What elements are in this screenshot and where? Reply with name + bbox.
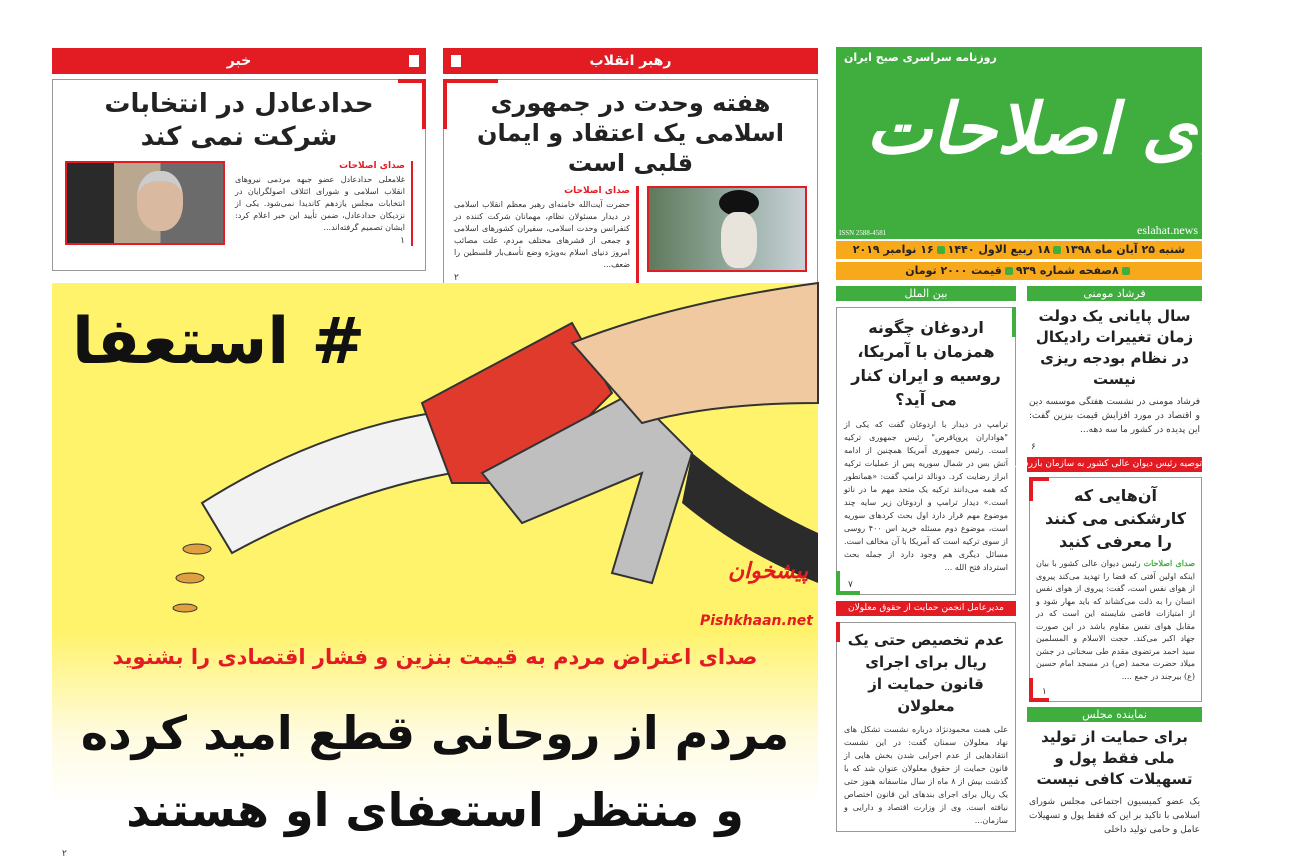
section-bar-news: خبر — [52, 48, 426, 74]
leader-text — [454, 186, 639, 283]
main-story — [52, 283, 818, 863]
page-ref: ۶ — [1031, 442, 1036, 452]
court-box — [1029, 477, 1202, 702]
source: صدای اصلاحات — [339, 161, 405, 171]
masthead — [836, 47, 1312, 239]
news-box — [52, 79, 426, 271]
leader-section — [443, 48, 818, 290]
page-ref: ۱ — [1042, 687, 1047, 697]
main-headline-line2[interactable]: و منتظر استعفای او هستند — [126, 783, 744, 837]
issue-bar: ۸صفحه شماره ۹۳۹قیمت ۲۰۰۰ تومان — [836, 262, 1202, 280]
headline[interactable]: سال پایانی یک دولت زمان تغییرات رادیکال در نظام بودجه ریزی نیست — [1035, 307, 1194, 388]
court-body: رئیس دیوان عالی کشور با بیان اینکه اولین آفتی که قضا را تهدید می‌کند پیروی از هوای نفس است، گفت: پیروی از هوای نفس انسان را به ذلت می‌کشاند که باید مهار شود و از امتیازات قاضی شایسته این است که در مقابل هوای نفس مقاوم باشد در این صورت جهاد اکبر می‌کند. حجت الاسلام و المسلمین سید احمد مرتضوی مقدم طی سخنانی در جشن میلاد حضرت محمد (ص) در مسجد امام حسین (ع) بیرجند در جمع .... — [1036, 559, 1195, 681]
website[interactable]: eslahat.news — [1137, 223, 1198, 237]
date-bar: شنبه ۲۵ آبان ماه ۱۳۹۸۱۸ ربیع الاول ۱۴۴۰۱۶ نوامبر ۲۰۱۹ — [836, 241, 1202, 259]
page-ref: ۱ — [400, 236, 405, 246]
intl-body: ترامپ در دیدار با اردوغان گفت که یکی از "هواداران پروپاقرص" رئیس جمهوری ترکیه است. رئیس جمهوری آمریکا همچنین از ادامه آتش بس در شمال سوریه پس از عملیات ترکیه ابراز رضایت کرد. دونالد ترامپ گفت: «همانطور که همه می‌دانند ترکیه یک متحد مهم ما در ناتو است.» دیدار ترامپ و اردوغان زیر سایه چند موضوع مهم قرار دارد اول بحث کردهای سوریه است، موضوع دوم مسئله خرید اس ۴۰۰ روسی از سوی ترکیه است که آمریکا با آن مخالف است. مسائل دیگری هم وجود دارد از جمله بحث استرداد فتح الله ... — [844, 420, 1009, 572]
watermark: پیشخوان — [728, 559, 809, 584]
intl-box — [836, 307, 1016, 595]
section-bar-production: نماینده مجلس — [1027, 707, 1202, 722]
hashtag-headline: # استعفا — [72, 305, 366, 379]
section-bar-intl: بین الملل — [836, 286, 1016, 301]
disabled-box — [836, 622, 1016, 832]
right-column — [1013, 286, 1202, 837]
source: صدای اصلاحات — [1143, 558, 1195, 568]
leader-body: حضرت آیت‌الله خامنه‌ای رهبر معظم انقلاب اسلامی در دیدار مسئولان نظام، مهمانان شرکت کننده در کنفرانس وحدت اسلامی، سفیران کشورهای اسلامی و جمعی از قشرهای مختلف مردم، علت مصائب امروز دنیای اسلام به‌ویژه وضع تأسف‌بار فلسطین را ضعف... — [454, 200, 630, 269]
news-body: غلامعلی حدادعادل عضو جبهه مردمی نیروهای انقلاب اسلامی و شورای ائتلاف اصولگرایان در انتخابات مجلس یازدهم کاندیدا نمی‌شود. یکی از نزدیکان حدادعادل، ضمن تأیید این خبر اعلام کرد: ایشان تصمیم گرفته‌اند... — [235, 175, 405, 232]
page-ref: ۲ — [62, 849, 67, 859]
photo-haddad-adel — [65, 161, 225, 245]
issn: ISSN 2588-4581 — [839, 229, 887, 237]
headline[interactable]: اردوغان چگونه همزمان با آمریکا، روسیه و ایران کنار می آید؟ — [851, 318, 1001, 409]
middle-column — [836, 286, 1016, 832]
subheadline: صدای اعتراض مردم به قیمت بنزین و فشار اقتصادی را بشنوید — [112, 645, 758, 669]
page-ref: ۷ — [848, 580, 853, 590]
headline[interactable]: هفته وحدت در جمهوری اسلامی یک اعتقاد و ایمان قلبی است — [477, 89, 784, 177]
headline[interactable]: عدم تخصیص حتی یک ریال برای اجرای قانون حمایت از معلولان — [847, 631, 1005, 715]
tagline: روزنامه سراسری صبح ایران — [844, 51, 997, 64]
budget-body: فرشاد مومنی در نشست هفتگی موسسه دین و اقتصاد در مورد افزایش قیمت بنزین گفت: این پدیده در کشور ما سه دهه... — [1029, 397, 1200, 435]
leader-box — [443, 79, 818, 290]
newspaper-logo: صدای اصلاحات — [866, 87, 1312, 170]
section-bar-budget: فرشاد مومنی — [1027, 286, 1202, 301]
section-bar-court: توصیه رئیس دیوان عالی کشور به سازمان بازرسی — [1027, 457, 1202, 472]
section-bar-disabled: مدیرعامل انجمن حمایت از حقوق معلولان — [836, 601, 1016, 616]
headline[interactable]: برای حمایت از تولید ملی فقط پول و تسهیلات کافی نیست — [1036, 728, 1193, 788]
headline[interactable]: آن‌هایی که کارشکنی می کنند را معرفی کنید — [1044, 486, 1187, 551]
page-ref: ۲ — [454, 273, 459, 283]
watermark-url: Pishkhaan.net — [700, 613, 813, 629]
news-section — [52, 48, 426, 271]
headline[interactable]: حدادعادل در انتخابات شرکت نمی کند — [104, 89, 374, 152]
photo-leader — [647, 186, 807, 272]
main-headline-line1[interactable]: مردم از روحانی قطع امید کرده — [80, 706, 790, 760]
production-body: یک عضو کمیسیون اجتماعی مجلس شورای اسلامی با تاکید بر این که فقط پول و تسهیلات عامل و حامی تولید داخلی — [1029, 797, 1200, 835]
disabled-body: علی همت محمودنژاد درباره نشست تشکل های نهاد معلولان سمنان گفت: در این نشست انتقادهایی از عدم اجرایی شدن بخش هایی از قانون حمایت از حقوق معلولان عنوان شد که با گذشت بیش از ۸ ماه از سال متاسفانه هنوز حتی یک ریال برای اجرای بندهای این قانون اختصاص نیافته است. وی از وزارت اقتصاد و دارایی و سازمان... — [844, 725, 1008, 825]
news-text — [235, 161, 413, 246]
section-bar-leader: رهبر انقلاب — [443, 48, 818, 74]
source: صدای اصلاحات — [564, 186, 630, 196]
